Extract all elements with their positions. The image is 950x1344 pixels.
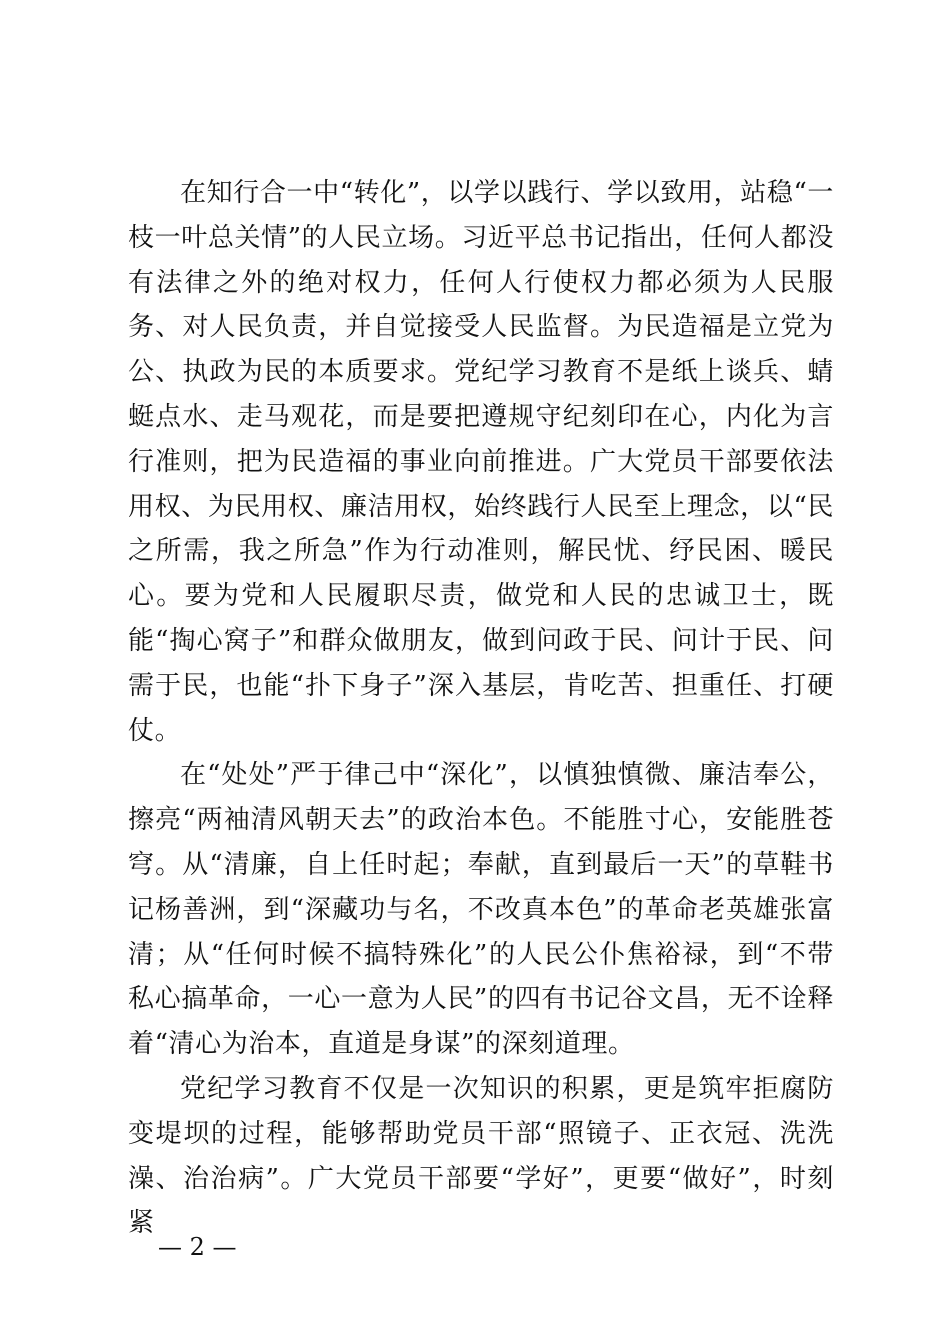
paragraph-3: 党纪学习教育不仅是一次知识的积累，更是筑牢拒腐防变堤坝的过程，能够帮助党员干部“照镜子、正衣冠、洗洗澡、治治病”。广大党员干部要“学好”，更要“做好”，时刻紧: [128, 1073, 834, 1239]
paragraph-1: 在知行合一中“转化”，以学以践行、学以致用，站稳“一枝一叶总关情”的人民立场。习近平总书记指出，任何人都没有法律之外的绝对权力，任何人行使权力都必须为人民服务、对人民负责，并自觉接受人民监督。为民造福是立党为公、执政为民的本质要求。党纪学习教育不是纸上谈兵、蜻蜓点水、走马观花，而是要把遵规守纪刻印在心，内化为言行准则，把为民造福的事业向前推进。广大党员干部要依法用权、为民用权、廉洁用权，始终践行人民至上理念，以“民之所需，我之所急”作为行动准则，解民忧、纾民困、暖民心。要为党和人民履职尽责，做党和人民的忠诚卫士，既能“掏心窝子”和群众做朋友，做到问政于民、问计于民、问需于民，也能“扑下身子”深入基层，肯吃苦、担重任、打硬仗。: [128, 178, 834, 746]
body-text: [128, 171, 834, 1246]
page-number: — 2 —: [158, 1233, 237, 1261]
paragraph-2: 在“处处”严于律己中“深化”，以慎独慎微、廉洁奉公，擦亮“两袖清风朝天去”的政治本色。不能胜寸心，安能胜苍穹。从“清廉，自上任时起；奉献，直到最后一天”的草鞋书记杨善洲，到“深藏功与名，不改真本色”的革命老英雄张富清；从“任何时候不搞特殊化”的人民公仆焦裕禄，到“不带私心搞革命，一心一意为人民”的四有书记谷文昌，无不诠释着“清心为治本，直道是身谋”的深刻道理。: [128, 760, 834, 1060]
